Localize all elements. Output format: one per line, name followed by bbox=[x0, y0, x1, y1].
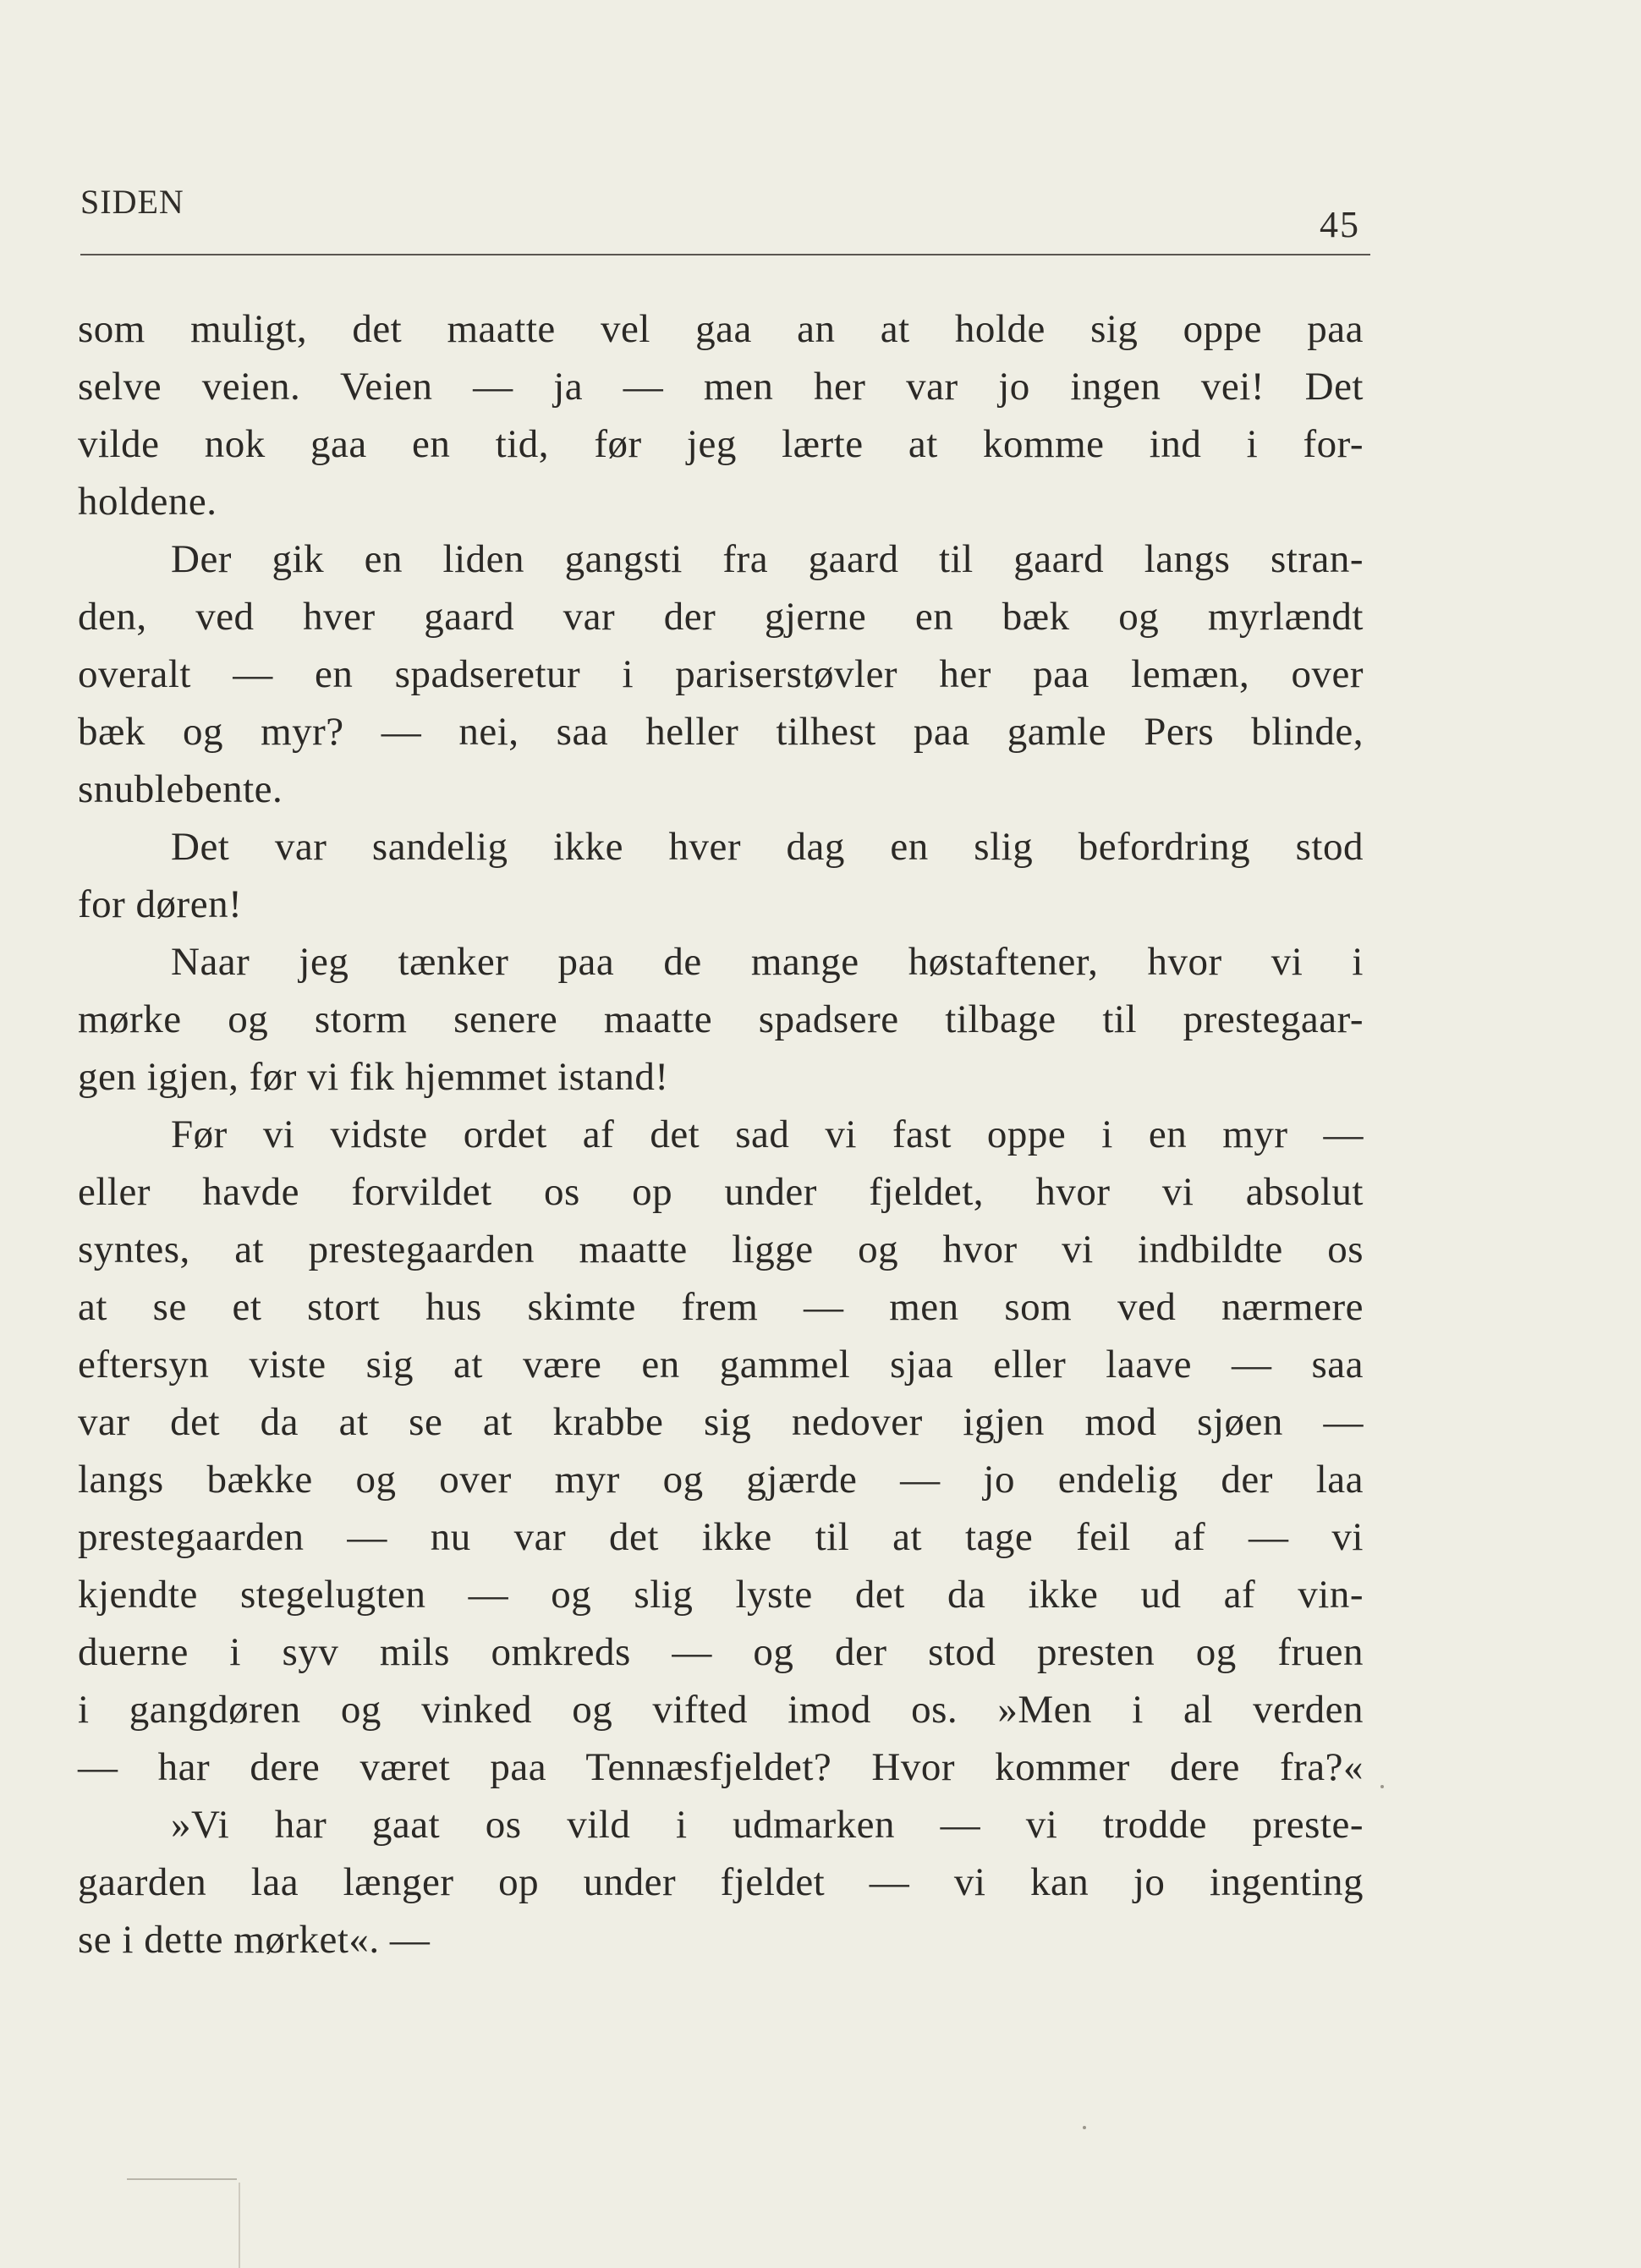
text-line: gaarden laa længer op under fjeldet — vi kan jo ingenting bbox=[78, 1860, 1364, 1904]
body-text bbox=[78, 300, 1364, 1969]
text-line: Det var sandelig ikke hver dag en slig befordring stod bbox=[171, 825, 1364, 869]
text-line: langs bække og over myr og gjærde — jo endelig der laa bbox=[78, 1458, 1364, 1502]
text-line: for døren! bbox=[78, 882, 243, 926]
text-line: som muligt, det maatte vel gaa an at holde sig oppe paa bbox=[78, 307, 1364, 351]
text-line: vilde nok gaa en tid, før jeg lærte at komme ind i for- bbox=[78, 422, 1364, 466]
paper-speck bbox=[1380, 1785, 1384, 1788]
text-line: eftersyn viste sig at være en gammel sjaa eller laave — saa bbox=[78, 1343, 1364, 1387]
text-line: den, ved hver gaard var der gjerne en bæk og myrlændt bbox=[78, 595, 1364, 639]
text-line: gen igjen, før vi fik hjemmet istand! bbox=[78, 1055, 669, 1099]
running-head: SIDEN bbox=[80, 183, 184, 221]
text-line: at se et stort hus skimte frem — men som ved nærmere bbox=[78, 1285, 1364, 1329]
text-line: Der gik en liden gangsti fra gaard til gaard langs stran- bbox=[171, 537, 1364, 581]
text-line: var det da at se at krabbe sig nedover igjen mod sjøen — bbox=[78, 1400, 1364, 1444]
text-line: »Vi har gaat os vild i udmarken — vi trodde preste- bbox=[171, 1803, 1364, 1847]
text-line: snublebente. bbox=[78, 767, 283, 811]
text-line: selve veien. Veien — ja — men her var jo ingen vei! Det bbox=[78, 365, 1364, 409]
text-line: eller havde forvildet os op under fjeldet, hvor vi absolut bbox=[78, 1170, 1364, 1214]
page-edge-mark bbox=[239, 2183, 240, 2268]
text-line: overalt — en spadseretur i pariserstøvler her paa lemæn, over bbox=[78, 652, 1364, 696]
text-line: duerne i syv mils omkreds — og der stod presten og fruen bbox=[78, 1630, 1364, 1674]
header-rule bbox=[80, 254, 1370, 255]
text-line: kjendte stegelugten — og slig lyste det da ikke ud af vin- bbox=[78, 1573, 1364, 1617]
text-line: — har dere været paa Tennæsfjeldet? Hvor kommer dere fra?« bbox=[78, 1745, 1364, 1789]
text-line: Naar jeg tænker paa de mange høstaftener, hvor vi i bbox=[171, 940, 1364, 984]
paper-speck bbox=[1083, 2126, 1086, 2129]
text-line: Før vi vidste ordet af det sad vi fast oppe i en myr — bbox=[171, 1112, 1364, 1156]
text-line: mørke og storm senere maatte spadsere tilbage til prestegaar- bbox=[78, 997, 1364, 1041]
text-line: holdene. bbox=[78, 480, 217, 524]
text-line: prestegaarden — nu var det ikke til at tage feil af — vi bbox=[78, 1515, 1364, 1559]
page-edge-mark bbox=[127, 2178, 237, 2180]
text-line: i gangdøren og vinked og vifted imod os. »Men i al verden bbox=[78, 1688, 1364, 1732]
text-line: syntes, at prestegaarden maatte ligge og hvor vi indbildte os bbox=[78, 1227, 1364, 1271]
text-line: bæk og myr? — nei, saa heller tilhest paa gamle Pers blinde, bbox=[78, 710, 1364, 754]
text-line: se i dette mørket«. — bbox=[78, 1918, 431, 1962]
page-number: 45 bbox=[1320, 204, 1360, 245]
